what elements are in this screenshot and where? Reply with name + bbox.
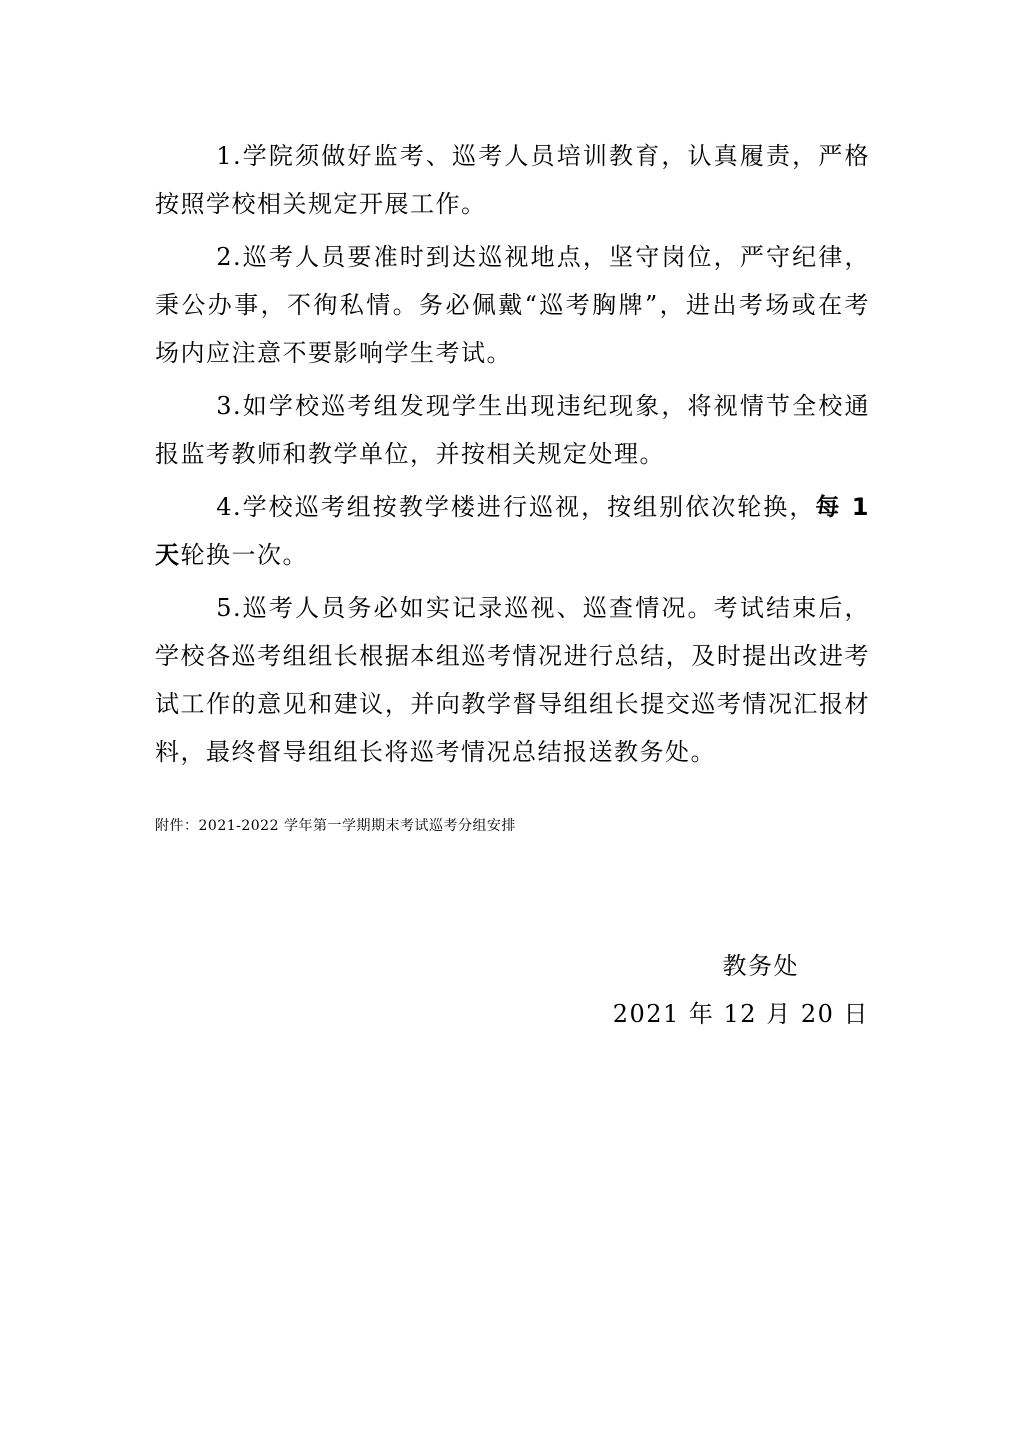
paragraph-number: 3.	[216, 392, 243, 420]
paragraph-text: 学院须做好监考、巡考人员培训教育，认真履责，严格按照学校相关规定开展工作。	[155, 142, 870, 218]
paragraph-number: 1.	[216, 142, 243, 170]
paragraph-number: 4.	[216, 493, 243, 521]
signature-department: 教务处	[722, 952, 799, 980]
paragraph-1	[155, 132, 870, 228]
paragraph-2	[155, 233, 870, 377]
paragraph-5	[155, 584, 870, 776]
signature-date: 2021 年 12 月 20 日	[612, 1000, 869, 1028]
paragraph-text-after: 轮换一次。	[180, 541, 308, 569]
paragraph-number: 5.	[216, 594, 243, 622]
paragraph-text: 巡考人员务必如实记录巡视、巡查情况。考试结束后，学校各巡考组组长根据本组巡考情况进行总结，及时提出改进考试工作的意见和建议，并向教学督导组组长提交巡考情况汇报材料，最终督导组组长将巡考情况总结报送教务处。	[155, 594, 870, 766]
signature-block	[613, 942, 869, 1038]
paragraph-bold-text: 每 1 天	[155, 493, 870, 569]
paragraph-3	[155, 382, 870, 478]
paragraph-text: 如学校巡考组发现学生出现违纪现象，将视情节全校通报监考教师和教学单位，并按相关规定处理。	[155, 392, 870, 468]
paragraph-text: 学校巡考组按教学楼进行巡视，按组别依次轮换，	[242, 493, 816, 521]
attachment-note: 附件：2021-2022 学年第一学期期末考试巡考分组安排	[155, 818, 516, 834]
paragraph-text: 巡考人员要准时到达巡视地点，坚守岗位，严守纪律，秉公办事，不徇私情。务必佩戴“巡考胸牌”，进出考场或在考场内应注意不要影响学生考试。	[155, 243, 870, 367]
paragraph-4	[155, 483, 870, 579]
paragraph-number: 2.	[216, 243, 243, 271]
document-body	[155, 132, 870, 781]
